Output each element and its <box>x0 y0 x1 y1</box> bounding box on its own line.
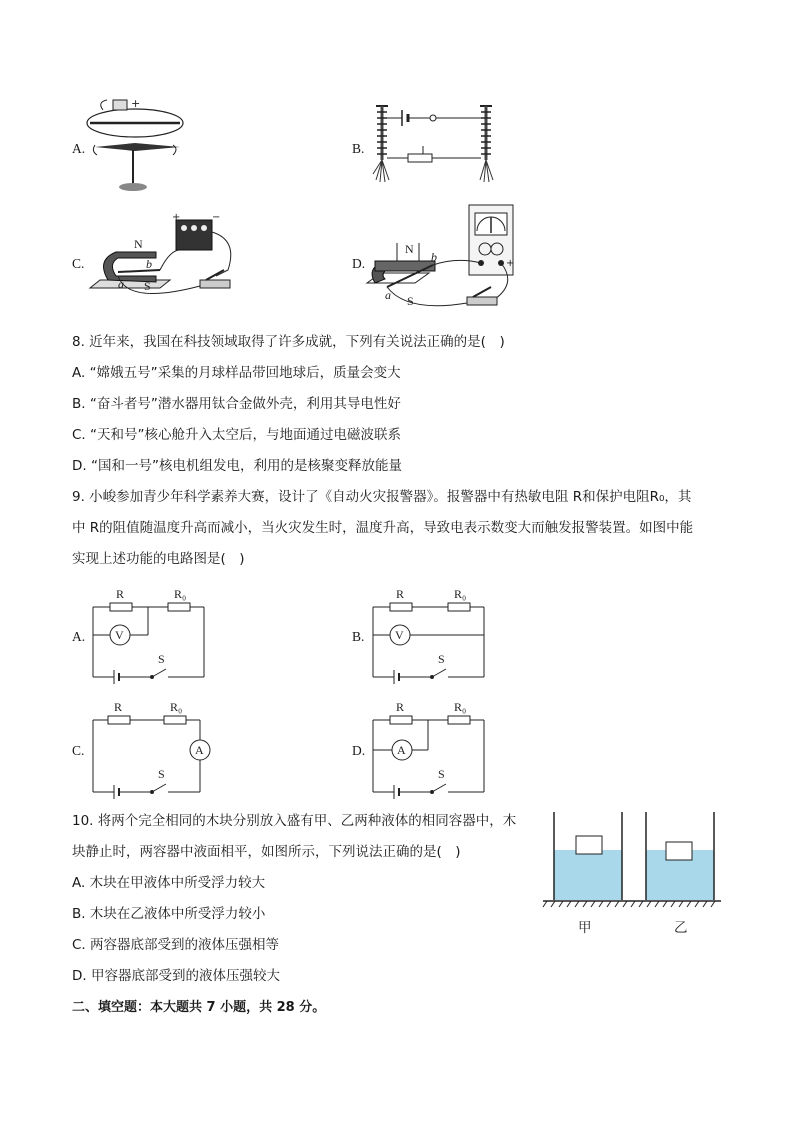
q10-liquid-jia <box>554 850 622 900</box>
q9-c-switch-label: S <box>158 767 165 781</box>
svg-text:+: + <box>506 258 515 269</box>
q9-stem-line1: 9. 小峻参加青少年科学素养大赛，设计了《自动火灾报警器》。报警器中有热敏电阻 R和保护电阻R₀，其 <box>72 489 692 505</box>
q7-option-c-letter[interactable]: C. <box>72 256 85 271</box>
q9-b-switch-label: S <box>438 652 445 666</box>
q9-a-voltmeter-label: V <box>115 628 124 642</box>
q9-d-r0-label: R₀ <box>454 700 467 714</box>
q8-option-d[interactable]: D. “国和一号”核电机组发电，利用的是核聚变释放能量 <box>72 458 402 474</box>
q9-c-ammeter-label: A <box>195 743 204 757</box>
svg-text:+: + <box>172 212 181 223</box>
q9-d-switch-label: S <box>438 767 445 781</box>
q10-containers-figure <box>543 808 723 942</box>
q9-a-switch-label: S <box>158 652 165 666</box>
section-2-heading: 二、填空题：本大题共 7 小题，共 28 分。 <box>72 1000 326 1015</box>
q9-b-r0-label: R₀ <box>454 587 467 601</box>
q9-a-r-label: R <box>116 587 125 601</box>
q9-circuit-b <box>368 585 493 689</box>
q10-option-c[interactable]: C. 两容器底部受到的液体压强相等 <box>72 937 280 953</box>
svg-text:−: − <box>212 212 221 223</box>
q10-option-a[interactable]: A. 木块在甲液体中所受浮力较大 <box>72 875 266 891</box>
q7-figure-a-oersted <box>85 95 195 199</box>
q7-d-a-label: a <box>385 288 391 302</box>
q9-option-c-letter[interactable]: C. <box>72 743 85 758</box>
q9-circuit-a <box>88 585 213 689</box>
q9-a-r0-label: R₀ <box>174 587 187 601</box>
q7-d-n-label: N <box>405 242 414 256</box>
q7-figure-d-induction-galvanometer <box>367 203 527 317</box>
q10-option-d[interactable]: D. 甲容器底部受到的液体压强较大 <box>72 968 280 984</box>
q7-figure-c-magnet-circuit <box>88 210 248 309</box>
q9-option-b-letter[interactable]: B. <box>352 629 365 644</box>
q9-circuit-d <box>368 700 493 804</box>
q9-b-voltmeter-label: V <box>395 628 404 642</box>
q7-c-a-label: a <box>118 277 124 291</box>
q7-c-b-label: b <box>146 257 152 271</box>
q9-circuit-c <box>88 700 218 804</box>
q9-d-r-label: R <box>396 700 405 714</box>
q10-option-b[interactable]: B. 木块在乙液体中所受浮力较小 <box>72 906 266 922</box>
q9-c-r0-label: R₀ <box>170 700 183 714</box>
q8-option-a[interactable]: A. “嫦娥五号”采集的月球样品带回地球后，质量会变大 <box>72 365 401 381</box>
q9-c-r-label: R <box>114 700 123 714</box>
q7-figure-b-electromagnets <box>368 100 508 199</box>
q7-option-d-letter[interactable]: D. <box>352 256 366 271</box>
q7-c-n-label: N <box>134 237 143 251</box>
svg-text:+: + <box>131 97 141 110</box>
q8-stem: 8. 近年来，我国在科技领域取得了许多成就，下列有关说法正确的是( ) <box>72 334 505 350</box>
q7-d-s-label: S <box>407 294 414 308</box>
q9-option-d-letter[interactable]: D. <box>352 743 366 758</box>
q7-option-a-letter[interactable]: A. <box>72 141 86 156</box>
q9-d-ammeter-label: A <box>397 743 406 757</box>
q7-d-b-label: b <box>431 250 437 264</box>
q10-stem-line1: 10. 将两个完全相同的木块分别放入盛有甲、乙两种液体的相同容器中，木 <box>72 813 517 829</box>
q10-block-yi <box>666 842 692 860</box>
q7-c-s-label: S <box>144 279 151 293</box>
q10-label-jia: 甲 <box>578 920 592 936</box>
q7-option-b-letter[interactable]: B. <box>352 141 365 156</box>
q9-stem-line3: 实现上述功能的电路图是( ) <box>72 551 245 567</box>
q10-stem-line2: 块静止时，两容器中液面相平，如图所示，下列说法正确的是( ) <box>72 844 461 860</box>
q9-stem-line2: 中 R的阻值随温度升高而减小，当火灾发生时，温度升高，导致电表示数变大而触发报警装置。如图中能 <box>72 520 694 536</box>
q9-option-a-letter[interactable]: A. <box>72 629 86 644</box>
q8-option-c[interactable]: C. “天和号”核心舱升入太空后，与地面通过电磁波联系 <box>72 427 401 443</box>
q10-block-jia <box>576 836 602 854</box>
q9-b-r-label: R <box>396 587 405 601</box>
q10-label-yi: 乙 <box>674 920 688 936</box>
q8-option-b[interactable]: B. “奋斗者号”潜水器用钛合金做外壳，利用其导电性好 <box>72 396 401 412</box>
